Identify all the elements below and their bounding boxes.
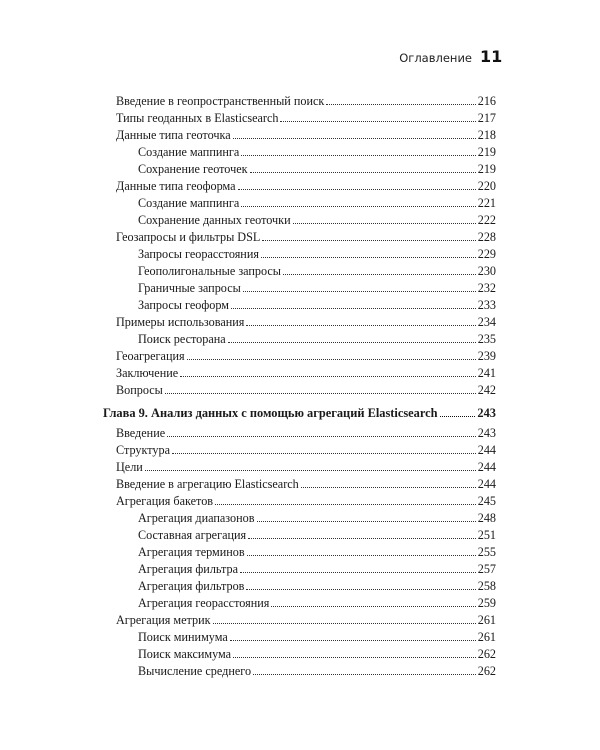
toc-entry bbox=[116, 178, 496, 195]
toc-entry-page: 233 bbox=[477, 298, 496, 312]
toc-entry-label: Граничные запросы bbox=[138, 281, 241, 295]
dot-leader bbox=[240, 571, 476, 573]
toc-entry-page: 261 bbox=[477, 613, 496, 627]
dot-leader bbox=[167, 435, 476, 437]
dot-leader bbox=[228, 341, 476, 343]
toc-entry bbox=[116, 110, 496, 127]
toc-entry bbox=[116, 459, 496, 476]
toc-entry-page: 222 bbox=[477, 213, 496, 227]
toc-entry-page: 259 bbox=[477, 596, 496, 610]
toc-entry-page: 216 bbox=[477, 94, 496, 108]
dot-leader bbox=[246, 588, 475, 590]
dot-leader bbox=[145, 469, 476, 471]
toc-entry-label: Поиск максимума bbox=[138, 647, 232, 661]
toc-entry-page: 261 bbox=[477, 630, 496, 644]
toc-entry-page: 239 bbox=[477, 349, 496, 363]
toc-entry-page: 219 bbox=[477, 145, 496, 159]
toc-entry-label: Составная агрегация bbox=[138, 528, 247, 542]
toc-entry bbox=[138, 161, 496, 178]
toc-entry-label: Структура bbox=[116, 443, 170, 457]
toc-entry bbox=[116, 348, 496, 365]
toc-entry-label: Типы геоданных в Elasticsearch bbox=[116, 111, 279, 125]
dot-leader bbox=[440, 415, 476, 417]
toc-entry-page: 245 bbox=[477, 494, 496, 508]
toc-entry-label: Агрегация фильтра bbox=[138, 562, 238, 576]
dot-leader bbox=[243, 290, 476, 292]
dot-leader bbox=[247, 554, 476, 556]
toc-entry-page: 243 bbox=[477, 426, 496, 440]
toc-entry-page: 262 bbox=[477, 664, 496, 678]
toc-entry bbox=[116, 425, 496, 442]
toc-entry-page: 244 bbox=[477, 477, 496, 491]
toc-entry-label: Вычисление среднего bbox=[138, 664, 252, 678]
toc-entry-label: Сохранение геоточек bbox=[138, 162, 248, 176]
dot-leader bbox=[233, 137, 476, 139]
toc-entry-page: 219 bbox=[477, 162, 496, 176]
toc-entry bbox=[138, 663, 496, 680]
dot-leader bbox=[187, 358, 476, 360]
toc-entry-page: 221 bbox=[477, 196, 496, 210]
toc-entry bbox=[116, 365, 496, 382]
toc-entry-page: 244 bbox=[477, 443, 496, 457]
toc-entry-label: Глава 9. Анализ данных с помощью агрегаций Elasticsearch bbox=[103, 406, 438, 420]
dot-leader bbox=[231, 307, 476, 309]
toc-entry-page: 244 bbox=[477, 460, 496, 474]
toc-entry-label: Сохранение данных геоточки bbox=[138, 213, 291, 227]
toc-entry-label: Запросы геоформ bbox=[138, 298, 229, 312]
toc-entry bbox=[116, 127, 496, 144]
toc-entry-page: 242 bbox=[477, 383, 496, 397]
toc-entry-label: Запросы георасстояния bbox=[138, 247, 259, 261]
dot-leader bbox=[172, 452, 476, 454]
dot-leader bbox=[241, 154, 475, 156]
toc-entry bbox=[138, 561, 496, 578]
toc-entry-label: Агрегация терминов bbox=[138, 545, 245, 559]
toc-entry bbox=[138, 510, 496, 527]
toc-entry-label: Данные типа геоформа bbox=[116, 179, 236, 193]
toc-entry bbox=[116, 382, 496, 399]
dot-leader bbox=[180, 375, 476, 377]
toc-entry-page: 229 bbox=[477, 247, 496, 261]
toc-chapter-entry bbox=[103, 405, 496, 422]
toc-entry bbox=[116, 314, 496, 331]
toc-entry-page: 241 bbox=[477, 366, 496, 380]
toc-entry bbox=[138, 280, 496, 297]
toc-entry-page: 230 bbox=[477, 264, 496, 278]
dot-leader bbox=[215, 503, 476, 505]
dot-leader bbox=[253, 673, 476, 675]
toc-entry-page: 262 bbox=[477, 647, 496, 661]
dot-leader bbox=[261, 256, 476, 258]
toc-entry-label: Агрегация бакетов bbox=[116, 494, 214, 508]
toc-entry-label: Цели bbox=[116, 460, 143, 474]
toc-entry-page: 255 bbox=[477, 545, 496, 559]
toc-entry bbox=[138, 144, 496, 161]
toc-entry-page: 234 bbox=[477, 315, 496, 329]
toc-entry-page: 257 bbox=[477, 562, 496, 576]
toc-entry-label: Поиск ресторана bbox=[138, 332, 226, 346]
toc-entry-label: Создание маппинга bbox=[138, 196, 240, 210]
toc-entry-page: 228 bbox=[477, 230, 496, 244]
dot-leader bbox=[246, 324, 475, 326]
toc-entry-label: Введение в геопространственный поиск bbox=[116, 94, 325, 108]
toc-entry bbox=[138, 544, 496, 561]
toc-entry bbox=[138, 212, 496, 229]
toc-entry bbox=[138, 246, 496, 263]
toc-entry bbox=[138, 646, 496, 663]
toc-entry-label: Введение bbox=[116, 426, 166, 440]
toc-entry-label: Заключение bbox=[116, 366, 179, 380]
toc-entry-label: Создание маппинга bbox=[138, 145, 240, 159]
toc-entry-page: 218 bbox=[477, 128, 496, 142]
dot-leader bbox=[271, 605, 475, 607]
dot-leader bbox=[241, 205, 475, 207]
toc-entry bbox=[116, 493, 496, 510]
toc-entry bbox=[138, 195, 496, 212]
dot-leader bbox=[238, 188, 476, 190]
dot-leader bbox=[257, 520, 476, 522]
toc-entry-label: Геоагрегация bbox=[116, 349, 185, 363]
dot-leader bbox=[326, 103, 475, 105]
toc-entry-label: Агрегация фильтров bbox=[138, 579, 245, 593]
toc-entry-label: Агрегация георасстояния bbox=[138, 596, 270, 610]
toc-entry-label: Данные типа геоточка bbox=[116, 128, 231, 142]
dot-leader bbox=[293, 222, 476, 224]
toc-entry-label: Геополигональные запросы bbox=[138, 264, 281, 278]
toc-entry-page: 220 bbox=[477, 179, 496, 193]
toc-entry-label: Введение в агрегацию Elasticsearch bbox=[116, 477, 299, 491]
toc-entry bbox=[116, 93, 496, 110]
toc-entry bbox=[138, 527, 496, 544]
toc-entry-page: 235 bbox=[477, 332, 496, 346]
header-page-number: 11 bbox=[480, 47, 503, 66]
header-title: Оглавление bbox=[399, 51, 472, 65]
toc-entry-page: 258 bbox=[477, 579, 496, 593]
toc-entry bbox=[138, 297, 496, 314]
dot-leader bbox=[165, 392, 476, 394]
dot-leader bbox=[233, 656, 476, 658]
dot-leader bbox=[248, 537, 476, 539]
toc-entry bbox=[138, 578, 496, 595]
toc-entry-page: 243 bbox=[477, 406, 496, 420]
dot-leader bbox=[283, 273, 476, 275]
toc-entry-label: Геозапросы и фильтры DSL bbox=[116, 230, 261, 244]
toc-entry bbox=[116, 612, 496, 629]
dot-leader bbox=[213, 622, 476, 624]
toc-entry bbox=[138, 263, 496, 280]
dot-leader bbox=[262, 239, 475, 241]
dot-leader bbox=[280, 120, 475, 122]
toc-entry-label: Агрегация метрик bbox=[116, 613, 211, 627]
toc-entry-page: 251 bbox=[477, 528, 496, 542]
toc-entry bbox=[116, 442, 496, 459]
toc-entry bbox=[116, 229, 496, 246]
toc-entry bbox=[138, 331, 496, 348]
toc-entry-label: Примеры использования bbox=[116, 315, 245, 329]
toc-entry bbox=[138, 629, 496, 646]
dot-leader bbox=[301, 486, 476, 488]
toc-entry-page: 217 bbox=[477, 111, 496, 125]
dot-leader bbox=[250, 171, 476, 173]
toc-entry-label: Поиск минимума bbox=[138, 630, 228, 644]
dot-leader bbox=[230, 639, 476, 641]
toc-entry bbox=[138, 595, 496, 612]
toc-entry-page: 248 bbox=[477, 511, 496, 525]
toc-entry-label: Агрегация диапазонов bbox=[138, 511, 255, 525]
toc-entry bbox=[116, 476, 496, 493]
toc-entry-page: 232 bbox=[477, 281, 496, 295]
toc-entry-label: Вопросы bbox=[116, 383, 163, 397]
